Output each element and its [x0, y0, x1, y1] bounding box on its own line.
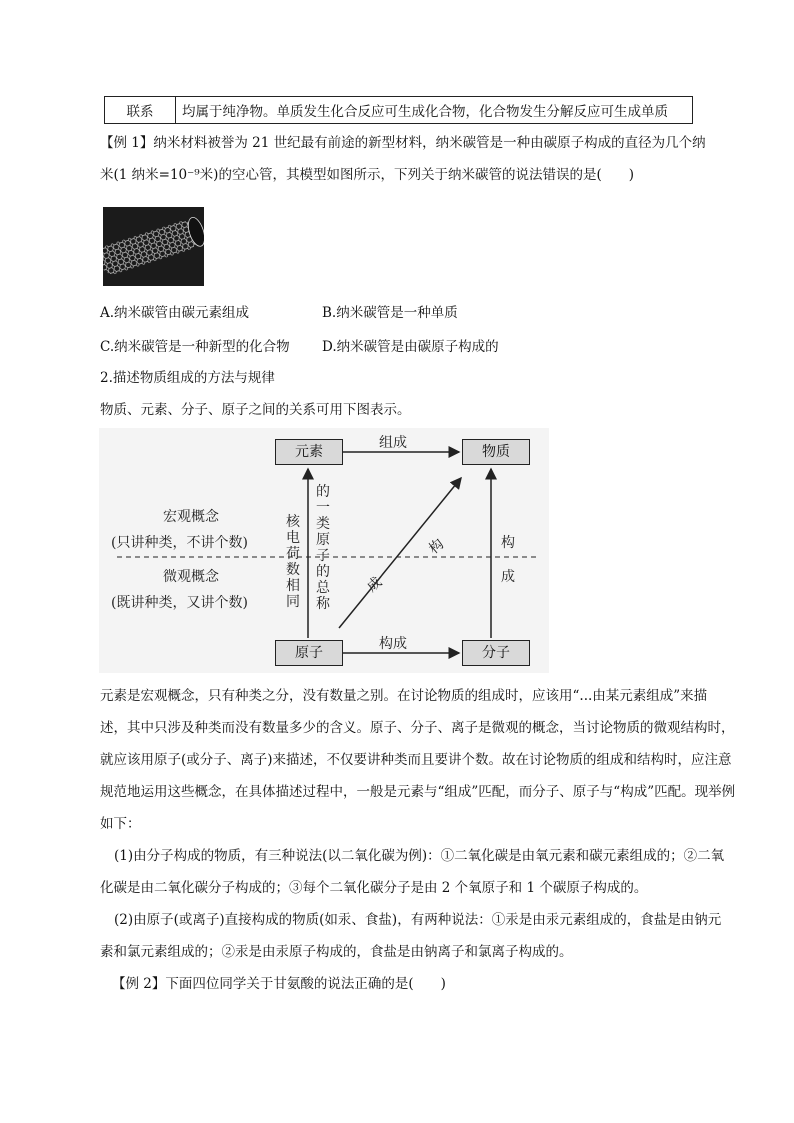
- paragraph-line-4: 规范地运用这些概念，在具体描述过程中，一般是元素与“组成”匹配，而分子、原子与“构成”匹配。现举例: [100, 784, 736, 800]
- case1-line-1: (1)由分子构成的物质，有三种说法(以二氧化碳为例)：①二氧化碳是由氧元素和碳元素组成的；②二氧: [114, 848, 725, 864]
- label-compose: 组成: [379, 435, 407, 451]
- box-substance: 物质: [462, 439, 530, 465]
- paragraph-line-5: 如下：: [100, 816, 141, 832]
- case2-line-1: (2)由原子(或离子)直接构成的物质(如汞、食盐)，有两种说法：①汞是由汞元素组成的，食盐是由钠元: [114, 912, 722, 928]
- table-key: 联系: [105, 97, 176, 124]
- vertical-text-definition: 的一类原子的总称: [316, 484, 330, 612]
- relation-table: [104, 96, 693, 124]
- diagonal-char-1: 构: [426, 536, 448, 558]
- table-value: 均属于纯净物。单质发生化合反应可生成化合物，化合物发生分解反应可生成单质: [176, 97, 693, 124]
- option-c: C.纳米碳管是一种新型的化合物: [100, 339, 290, 355]
- right-char-1: 构: [501, 535, 515, 551]
- diagonal-char-2: 成: [364, 574, 386, 596]
- paragraph-line-3: 就应该用原子(或分子、离子)来描述，不仅要讲种类而且要讲个数。故在讨论物质的组成和结构时，应注意: [100, 752, 732, 768]
- micro-desc: (既讲种类，又讲个数): [111, 595, 248, 611]
- box-element: 元素: [275, 439, 343, 465]
- example1-line2: 米(1 纳米=10⁻⁹米)的空心管，其模型如图所示，下列关于纳米碳管的说法错误的是( ): [100, 167, 634, 183]
- case2-line-2: 素和氯元素组成的；②汞是由汞原子构成的，食盐是由钠离子和氯离子构成的。: [100, 944, 573, 960]
- section-intro: 物质、元素、分子、原子之间的关系可用下图表示。: [100, 402, 411, 418]
- right-char-2: 成: [501, 569, 515, 585]
- macro-desc: (只讲种类，不讲个数): [111, 535, 248, 551]
- box-molecule: 分子: [462, 640, 530, 666]
- paragraph-line-1: 元素是宏观概念，只有种类之分，没有数量之别。在讨论物质的组成时，应该用“...由某元素组成”来描: [100, 688, 708, 704]
- nanotube-image: [103, 207, 204, 286]
- section-heading: 2.描述物质组成的方法与规律: [100, 370, 275, 386]
- vertical-text-nuclear-charge: 核电荷数相同: [286, 514, 300, 610]
- example1-line1: 【例 1】纳米材料被誉为 21 世纪最有前途的新型材料，纳米碳管是一种由碳原子构成的直径为几个纳: [100, 135, 706, 151]
- option-a: A.纳米碳管由碳元素组成: [100, 305, 250, 321]
- relation-diagram: [99, 428, 549, 673]
- case1-line-2: 化碳是由二氧化碳分子构成的；③每个二氧化碳分子是由 2 个氧原子和 1 个碳原子构成的。: [100, 880, 648, 896]
- label-construct: 构成: [379, 636, 407, 652]
- box-atom: 原子: [275, 640, 343, 666]
- option-d: D.纳米碳管是由碳原子构成的: [322, 339, 499, 355]
- paragraph-line-2: 述，其中只涉及种类而没有数量多少的含义。原子、分子、离子是微观的概念，当讨论物质的微观结构时，: [100, 720, 735, 736]
- macro-title: 宏观概念: [163, 509, 219, 525]
- example2-line: 【例 2】下面四位同学关于甘氨酸的说法正确的是( ): [112, 976, 446, 992]
- micro-title: 微观概念: [163, 569, 219, 585]
- option-b: B.纳米碳管是一种单质: [322, 305, 458, 321]
